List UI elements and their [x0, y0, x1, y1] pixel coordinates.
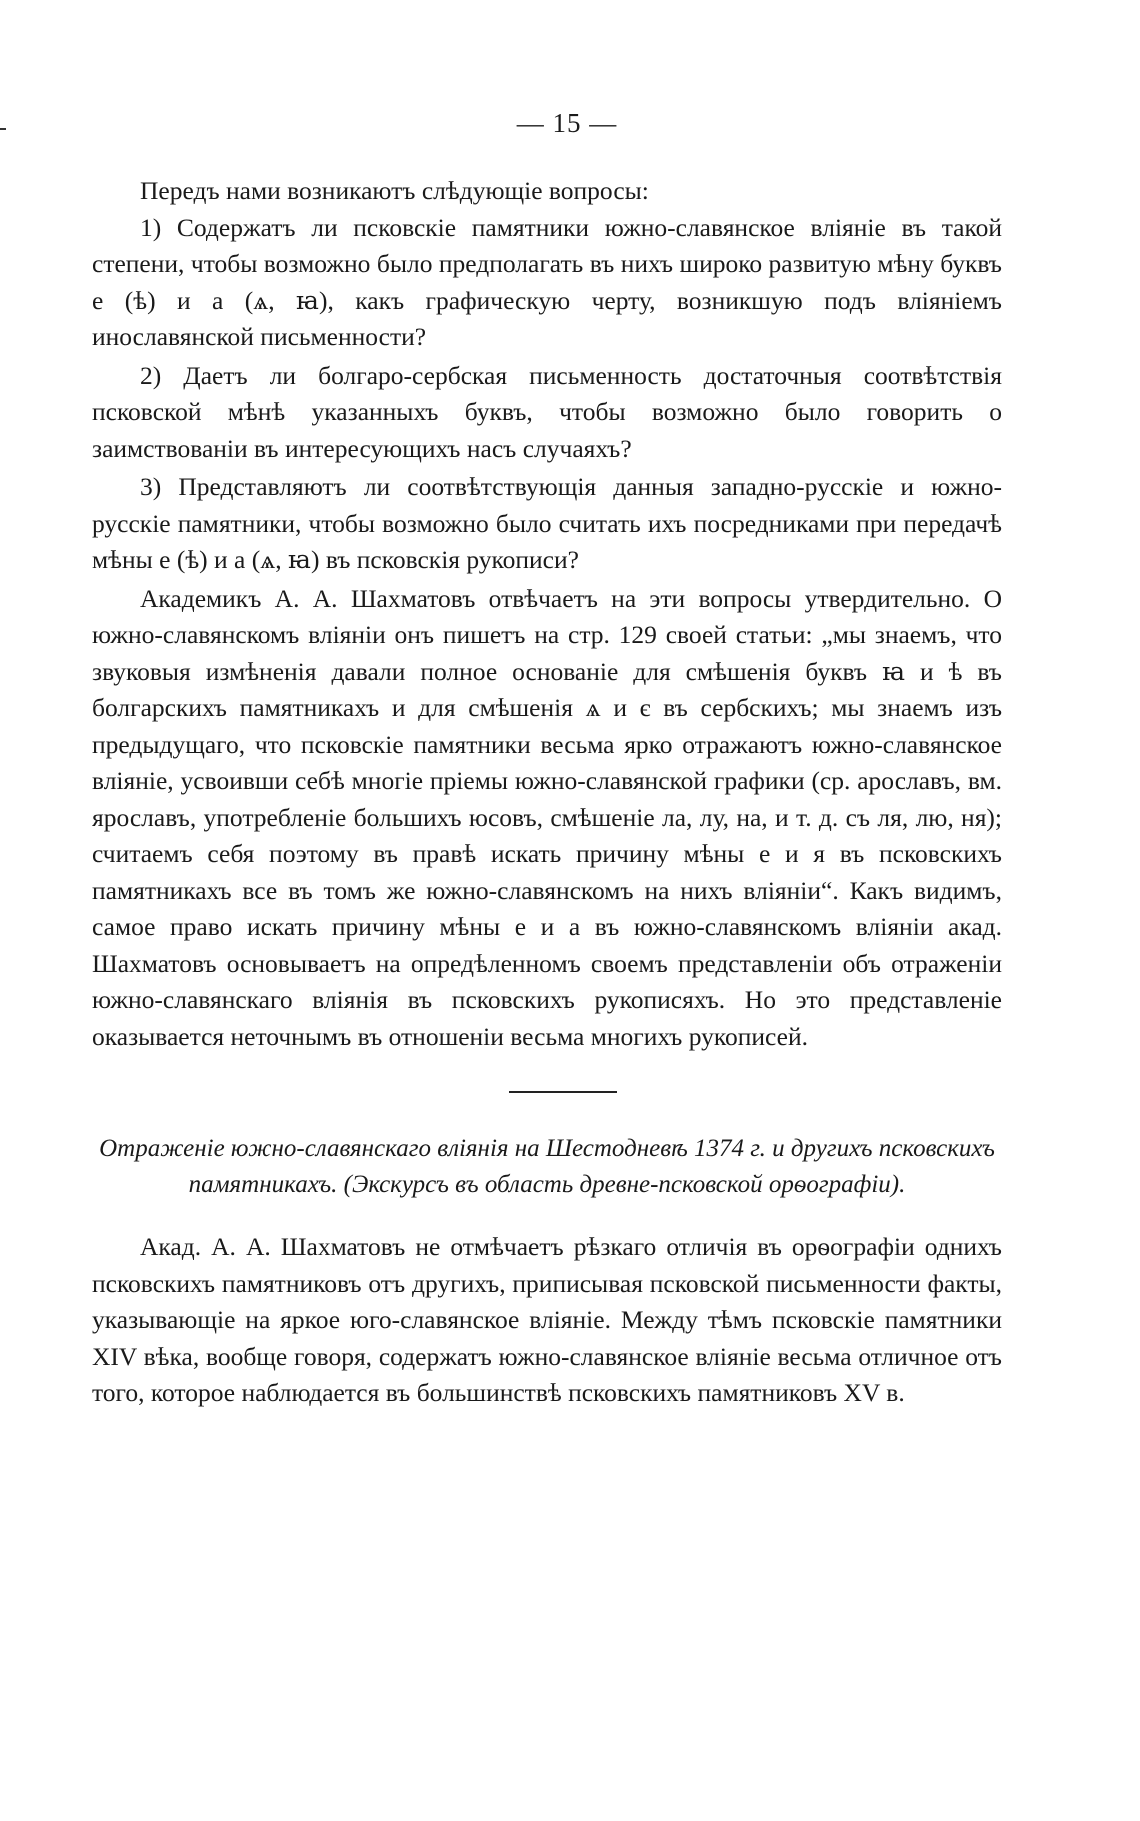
page-number: — 15 —: [516, 108, 618, 138]
book-page: [92, 108, 1002, 1788]
section-heading: Отраженіе южно-славянскаго вліянія на Шестодневѣ 1374 г. и другихъ псковскихъ памятникахъ. (Экскурсъ въ область древне-псковской орѳографіи).: [99, 1135, 995, 1198]
question-2: 2) Даетъ ли болгаро-сербская письменность достаточныя соотвѣтствія псковской мѣнѣ указанныхъ буквъ, чтобы возможно было говорить о заимствованіи въ интересующихъ насъ случаяхъ?: [92, 360, 1002, 463]
question-3: 3) Представляютъ ли соотвѣтствующія данныя западно-русскіе и южно-русскіе памятники, чтобы возможно было считать ихъ посредниками при передачѣ мѣны е (ѣ) и а (ѧ, ꙗ) въ псковскія рукописи?: [92, 472, 1002, 574]
final-paragraph: Акад. А. А. Шахматовъ не отмѣчаетъ рѣзкаго отличія въ орѳографіи однихъ псковскихъ памятниковъ отъ другихъ, приписывая псковской письменности факты, указывающіе на яркое юго-славянское вліяніе. Между тѣмъ псковскіе памятники XIV вѣка, вообще говоря, содержатъ южно-славянское вліяніе весьма отличное отъ того, которое наблюдается въ большинствѣ псковскихъ памятниковъ XV в.: [92, 1232, 1002, 1407]
section-divider: [509, 1091, 617, 1093]
intro-line: Передъ нами возникаютъ слѣдующіе вопросы:: [140, 176, 649, 205]
main-paragraph: Академикъ А. А. Шахматовъ отвѣчаетъ на эти вопросы утвердительно. О южно-славянскомъ вліяніи онъ пишетъ на стр. 129 своей статьи: „мы знаемъ, что звуковыя измѣненія давали полное основаніе для смѣшенія буквъ ꙗ и ѣ въ болгарскихъ памятникахъ и для смѣшенія ѧ и є въ сербскихъ; мы знаемъ изъ предыдущаго, что псковскіе памятники весьма ярко отражаютъ южно-славянское вліяніе, усвоивши себѣ многіе пріемы южно-славянской графики (ср. арославъ, вм. ярославъ, употребленіе большихъ юсовъ, смѣшеніе ла, лу, на, и т. д. съ ля, лю, ня); считаемъ себя поэтому въ правѣ искать причину мѣны е и я въ псковскихъ памятникахъ все въ томъ же южно-славянскомъ на нихъ вліяніи“. Какъ видимъ, самое право искать причину мѣны е и а въ южно-славянскомъ вліяніи акад. Шахматовъ основываетъ на опредѣленномъ своемъ представленіи объ отраженіи южно-славянскаго вліянія въ псковскихъ рукописяхъ. Но это представленіе оказывается неточнымъ въ отношеніи весьма многихъ рукописей.: [92, 583, 1002, 1051]
question-1: 1) Содержатъ ли псковскіе памятники южно-славянское вліяніе въ такой степени, чтобы возможно было предполагать въ нихъ широко развитую мѣну буквъ е (ѣ) и а (ѧ, ꙗ), какъ графическую черту, возникшую подъ вліяніемъ инославянской письменности?: [92, 212, 1002, 351]
margin-mark: [0, 128, 6, 130]
